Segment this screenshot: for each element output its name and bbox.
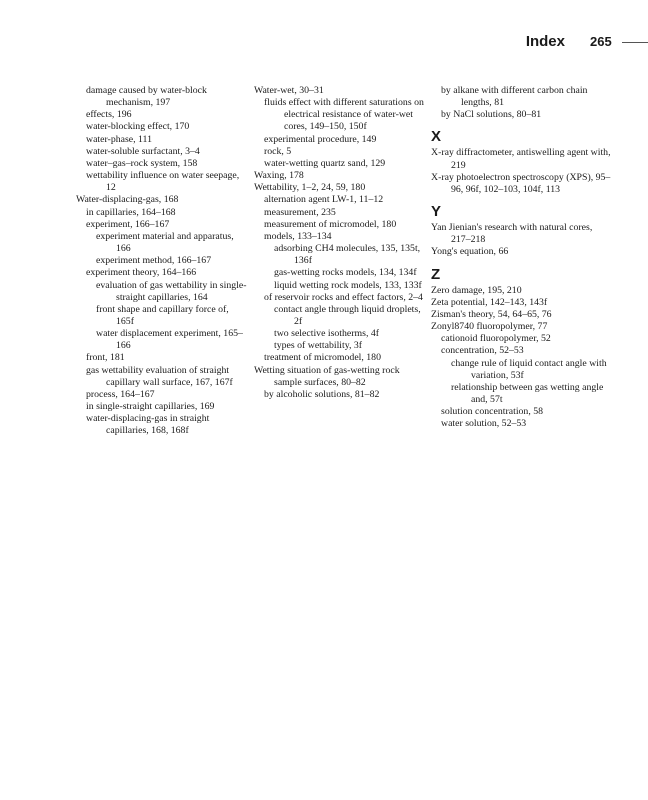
index-entry: Water-displacing-gas, 168	[76, 194, 179, 206]
index-entry: front, 181	[86, 352, 125, 364]
section-letter-x: X	[431, 128, 442, 146]
index-entry: experiment method, 166–167	[96, 255, 212, 267]
index-entry: water-displacing-gas in straight capillaries, 168, 168f	[86, 413, 210, 437]
section-letter-z: Z	[431, 265, 441, 283]
index-entry: experimental procedure, 149	[264, 133, 377, 145]
index-entry: Yan Jienian's research with natural cores, 217–218	[431, 222, 593, 246]
index-column-2	[254, 85, 426, 401]
index-entry: water solution, 52–53	[441, 418, 527, 430]
index-entry: Wettability, 1–2, 24, 59, 180	[254, 182, 366, 194]
index-entry: contact angle through liquid droplets, 2f	[274, 303, 421, 327]
index-entry: types of wettability, 3f	[274, 340, 363, 352]
index-entry: experiment, 166–167	[86, 218, 170, 230]
index-entry: fluids effect with different saturations on electrical resistance of water-wet cores, 149–150, 150f	[264, 97, 424, 133]
index-title: Index	[525, 33, 565, 50]
index-entry: relationship between gas wetting angle and, 57t	[451, 381, 604, 405]
index-entry: cationoid fluoropolymer, 52	[441, 333, 551, 345]
index-entry: experiment material and apparatus, 166	[96, 230, 234, 255]
header-rule	[622, 42, 648, 43]
index-entry: by NaCl solutions, 80–81	[441, 109, 542, 121]
index-entry: models, 133–134	[264, 230, 332, 242]
index-entry: X-ray diffractometer, antiswelling agent with, 219	[431, 147, 611, 171]
page-header	[0, 33, 648, 53]
index-entry: wettability influence on water seepage, 12	[86, 170, 240, 194]
index-entry: two selective isotherms, 4f	[274, 328, 380, 340]
index-entry: X-ray photoelectron spectroscopy (XPS), 95–96, 96f, 102–103, 104f, 113	[431, 171, 611, 195]
index-entry: water displacement experiment, 165–166	[96, 328, 243, 352]
index-entry: concentration, 52–53	[441, 345, 524, 357]
index-entry: rock, 5	[264, 145, 292, 157]
index-entry: gas wettability evaluation of straight capillary wall surface, 167, 167f	[86, 364, 233, 388]
index-entry: in single-straight capillaries, 169	[86, 401, 215, 413]
index-column-3	[431, 85, 611, 430]
index-entry: water-phase, 111	[86, 133, 152, 145]
index-entry: in capillaries, 164–168	[86, 206, 176, 218]
index-entry: Water-wet, 30–31	[254, 85, 324, 96]
index-entry: treatment of micromodel, 180	[264, 352, 381, 364]
index-entry: Zeta potential, 142–143, 143f	[431, 296, 548, 308]
index-entry: damage caused by water-block mechanism, 197	[86, 85, 207, 109]
index-entry: effects, 196	[86, 109, 132, 121]
index-entry: liquid wetting rock models, 133, 133f	[274, 279, 422, 291]
index-column-1	[76, 85, 248, 438]
index-entry: adsorbing CH4 molecules, 135, 135t, 136f	[274, 243, 421, 267]
section-letter-y: Y	[431, 203, 442, 221]
index-entry: Zisman's theory, 54, 64–65, 76	[431, 308, 552, 320]
index-entry: water–gas–rock system, 158	[86, 157, 198, 169]
index-entry: Waxing, 178	[254, 170, 304, 182]
index-entry: alternation agent LW-1, 11–12	[264, 194, 384, 206]
index-entry: water-soluble surfactant, 3–4	[86, 145, 200, 157]
index-entry: by alkane with different carbon chain lengths, 81	[441, 85, 588, 109]
index-entry: water-wetting quartz sand, 129	[264, 157, 386, 169]
index-entry: measurement of micromodel, 180	[264, 218, 397, 230]
index-entry: experiment theory, 164–166	[86, 267, 197, 279]
index-entry: Zonyl8740 fluoropolymer, 77	[431, 321, 548, 333]
index-entry: Zero damage, 195, 210	[431, 284, 522, 296]
index-entry: by alcoholic solutions, 81–82	[264, 388, 380, 400]
index-entry: gas-wetting rocks models, 134, 134f	[274, 267, 417, 279]
index-entry: evaluation of gas wettability in single-straight capillaries, 164	[96, 279, 247, 303]
index-entry: Yong's equation, 66	[431, 246, 509, 258]
index-entry: measurement, 235	[264, 206, 336, 218]
page-number: 265	[590, 34, 612, 49]
index-entry: process, 164–167	[86, 388, 155, 400]
index-entry: water-blocking effect, 170	[86, 121, 190, 133]
index-entry: Wetting situation of gas-wetting rock sample surfaces, 80–82	[254, 364, 400, 388]
index-entry: front shape and capillary force of, 165f	[96, 303, 229, 327]
index-entry: of reservoir rocks and effect factors, 2–4	[264, 291, 423, 303]
index-entry: solution concentration, 58	[441, 406, 544, 418]
index-entry: change rule of liquid contact angle with variation, 53f	[451, 357, 607, 381]
